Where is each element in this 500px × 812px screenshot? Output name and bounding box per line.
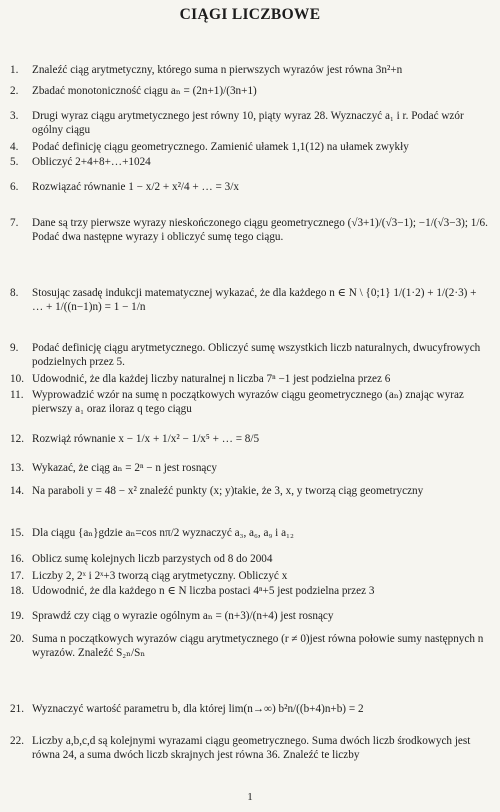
exercise-number: 9. <box>10 342 19 354</box>
exercise-number: 11. <box>10 389 24 401</box>
exercise-text: Udowodnić, że dla każdej liczby naturalnej n liczba 7ⁿ −1 jest podzielna przez 6 <box>32 373 391 385</box>
page-number: 1 <box>247 791 253 803</box>
exercise-number: 17. <box>10 570 24 582</box>
exercise-number: 12. <box>10 433 24 445</box>
exercise-text: Dane są trzy pierwsze wyrazy nieskończonego ciągu geometrycznego (√3+1)/(√3−1); −1/(√3−3); 1/6. Podać dwa następne wyrazy i obliczyć sumę tego ciągu. <box>32 217 488 243</box>
exercise-text: Stosując zasadę indukcji matematycznej wykazać, że dla każdego n ∈ N \ {0;1} 1/(1·2) + 1/(2·3) + … + 1/((n−1)n) = 1 − 1/n <box>32 287 477 313</box>
exercise-text: Rozwiązać równanie 1 − x/2 + x²/4 + … = 3/x <box>32 181 239 193</box>
exercise-number: 2. <box>10 85 19 97</box>
exercise-text: Udowodnić, że dla każdego n ∈ N liczba postaci 4ⁿ+5 jest podzielna przez 3 <box>32 585 375 597</box>
exercise-number: 21. <box>10 703 24 715</box>
exercise-number: 16. <box>10 553 24 565</box>
exercise-text: Obliczyć 2+4+8+…+1024 <box>32 156 151 168</box>
exercise-number: 19. <box>10 610 24 622</box>
exercise-number: 4. <box>10 141 19 153</box>
page-title: CIĄGI LICZBOWE <box>179 6 321 23</box>
exercise-number: 3. <box>10 110 19 122</box>
exercise-text: Liczby 2, 2ˣ i 2ˣ+3 tworzą ciąg arytmetyczny. Obliczyć x <box>32 570 288 582</box>
exercise-number: 22. <box>10 735 24 747</box>
exercise-text: Podać definicję ciągu arytmetycznego. Obliczyć sumę wszystkich liczb naturalnych, dwucyfrowych podzielnych przez 5. <box>32 342 481 368</box>
exercise-number: 14. <box>10 485 24 497</box>
exercise-number: 5. <box>10 156 19 168</box>
exercise-text: Drugi wyraz ciągu arytmetycznego jest równy 10, piąty wyraz 28. Wyznaczyć a₁ i r. Podać wzór ogólny ciągu <box>32 110 464 136</box>
exercise-number: 10. <box>10 373 24 385</box>
exercise-number: 18. <box>10 585 24 597</box>
exercise-number: 7. <box>10 217 19 229</box>
exercise-text: Na paraboli y = 48 − x² znaleźć punkty (x; y)takie, że 3, x, y tworzą ciąg geometryczny <box>32 485 424 497</box>
exercise-text: Wykazać, że ciąg aₙ = 2ⁿ − n jest rosnący <box>32 462 217 474</box>
exercise-text: Znaleźć ciąg arytmetyczny, którego suma n pierwszych wyrazów jest równa 3n²+n <box>32 64 403 76</box>
exercise-text: Wyznaczyć wartość parametru b, dla której lim(n→∞) b²n/((b+4)n+b) = 2 <box>32 703 364 715</box>
exercise-text: Zbadać monotoniczność ciągu aₙ = (2n+1)/(3n+1) <box>32 85 257 97</box>
exercise-text: Sprawdź czy ciąg o wyrazie ogólnym aₙ = (n+3)/(n+4) jest rosnący <box>32 610 334 622</box>
exercise-text: Suma n początkowych wyrazów ciągu arytmetycznego (r ≠ 0)jest równa połowie sumy następnych n wyrazów. Znaleźć S₂ₙ/Sₙ <box>32 633 484 659</box>
exercise-text: Dla ciągu {aₙ}gdzie aₙ=cos nπ/2 wyznaczyć a₃, a₆, a₉ i a₁₂ <box>32 527 294 539</box>
exercise-number: 15. <box>10 527 24 539</box>
exercise-number: 1. <box>10 64 19 76</box>
exercise-number: 13. <box>10 462 24 474</box>
exercise-number: 6. <box>10 181 19 193</box>
exercise-text: Wyprowadzić wzór na sumę n początkowych wyrazów ciągu geometrycznego (aₙ) znając wyraz pierwszy a₁ oraz iloraz q tego ciągu <box>32 389 464 415</box>
exercise-text: Rozwiąż równanie x − 1/x + 1/x² − 1/x⁵ + … = 8/5 <box>32 433 260 445</box>
exercise-number: 20. <box>10 633 24 645</box>
exercise-text: Oblicz sumę kolejnych liczb parzystych od 8 do 2004 <box>32 553 273 565</box>
exercise-number: 8. <box>10 287 19 299</box>
exercise-text: Podać definicję ciągu geometrycznego. Zamienić ułamek 1,1(12) na ułamek zwykły <box>32 141 409 153</box>
exercise-text: Liczby a,b,c,d są kolejnymi wyrazami ciągu geometrycznego. Suma dwóch liczb środkowych jest równa 24, a suma dwóch liczb skrajnych jest równa 36. Znaleźć te liczby <box>32 735 471 761</box>
